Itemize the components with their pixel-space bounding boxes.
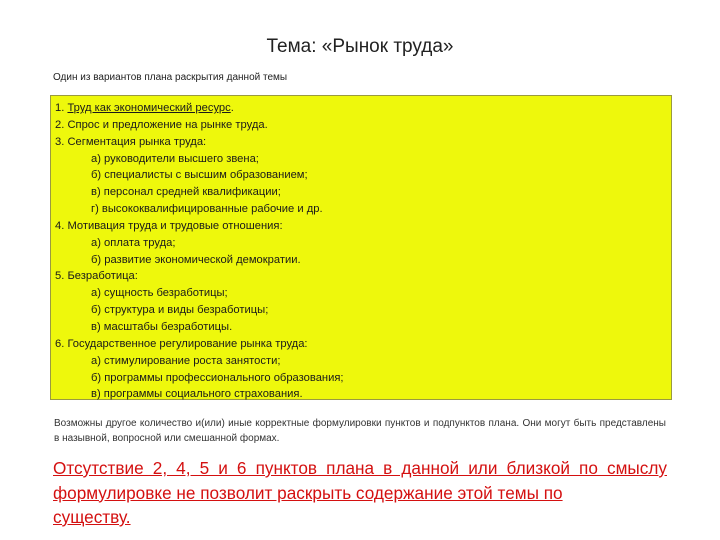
plan-item-text: а) стимулирование роста занятости; [91,354,281,367]
plan-item-text: б) развитие экономической демократии. [91,253,301,266]
plan-item [55,218,671,235]
plan-item-text: 1. [55,102,68,114]
plan-item-suffix: . [230,102,234,114]
plan-box [50,95,672,400]
plan-item-text: г) высококвалифицированные рабочие и др. [91,203,323,216]
plan-item [55,268,671,285]
note-text: Возможны другое количество и(или) иные корректные формулировки пунктов и подпунктов плана. Они могут быть представлены в назывной, вопросной или смешанной формах. [54,418,666,444]
plan-item [55,117,671,134]
plan-subitem [55,151,671,168]
plan-item-text: б) специалисты с высшим образованием; [91,169,308,182]
warning-main: Отсутствие 2, 4, 5 и 6 пунктов плана в данной или близкой по смыслу формулировке не позволит раскрыть содержание этой темы по [53,458,667,503]
plan-subitem [55,302,671,319]
page-title: Тема: «Рынок труда» [266,36,454,57]
plan-item [55,100,671,117]
plan-subitem [55,201,671,218]
plan-item [55,134,671,151]
plan-item-text: а) сущность безработицы; [91,287,228,300]
warning-last: существу. [53,507,131,527]
plan-item-underlined: Труд как экономический ресурс [67,102,231,114]
warning-text [53,456,667,530]
plan-item-text: в) программы социального страхования. [91,388,303,401]
plan-item-text: 2. Спрос и предложение на рынке труда. [55,118,268,131]
plan-item-text: в) персонал средней квалификации; [91,186,281,199]
plan-subitem [55,235,671,252]
plan-item-text: 3. Сегментация рынка труда: [55,135,207,148]
intro-text: Один из вариантов плана раскрытия данной темы [53,72,288,83]
plan-item-text: в) масштабы безработицы. [91,320,233,333]
plan-item-text: а) руководители высшего звена; [91,152,259,165]
plan-subitem [55,252,671,269]
plan-item-text: а) оплата труда; [91,236,176,249]
plan-subitem [55,319,671,336]
plan-subitem [55,285,671,302]
plan-subitem [55,370,671,387]
plan-subitem [55,386,671,403]
plan-subitem [55,184,671,201]
plan-item-text: 5. Безработица: [55,270,138,283]
plan-item-text: б) программы профессионального образования; [91,371,344,384]
plan-item-text: 4. Мотивация труда и трудовые отношения: [55,219,283,232]
plan-item [55,336,671,353]
plan-item-text: б) структура и виды безработицы; [91,304,269,317]
plan-subitem [55,167,671,184]
plan-item-text: 6. Государственное регулирование рынка труда: [55,337,308,350]
plan-subitem [55,353,671,370]
